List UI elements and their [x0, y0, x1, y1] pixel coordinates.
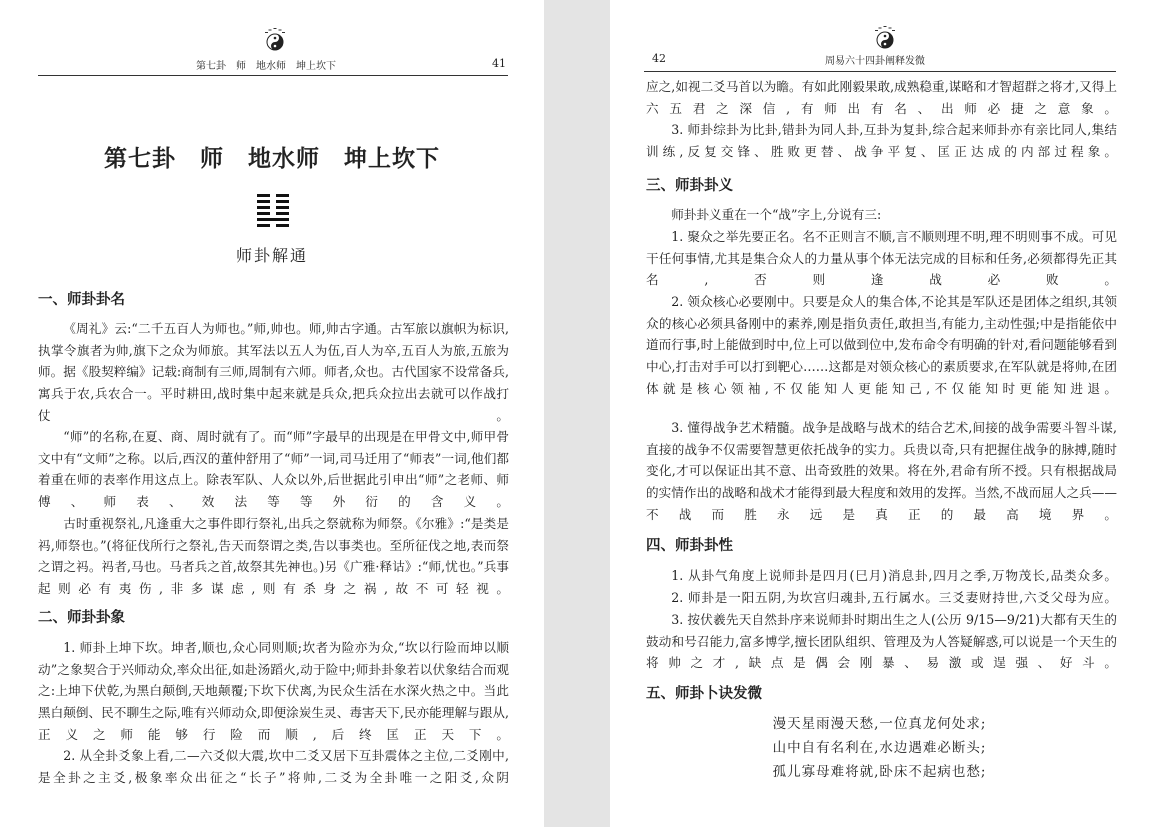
header-rule: [644, 71, 1116, 72]
poem-line: 山中自有名利在,水边遇难必断头;: [772, 740, 987, 756]
section-heading: 一、师卦卦名: [38, 292, 125, 308]
paragraph: 3. 按伏羲先天自然卦序来说师卦时期出生之人(公历 9/15—9/21)大都有天生的鼓动和号召能力,富多博学,擅长团队组织、管理及为人答疑解惑,可以说是一个天生的将帅之才,缺点是偶会刚暴、易激或逞强、好斗。: [646, 612, 1117, 671]
paragraph: 1. 师卦上坤下坎。坤者,顺也,众心同则顺;坎者为险亦为众,“坎以行险而坤以顺动”之象契合于兴师动众,率众出征,如赴汤蹈火,动于险中;师卦卦象若以伏象结合而观之:上坤下伏乾,为黑白颠倒,天地颠覆;下坎下伏离,为民众生活在水深火热之中。当此黑白颠倒、民不聊生之际,唯有兴师动众,即便涂炭生灵、毒害天下,民亦能理解与跟从,正义之师能够行险而顺,后终匡正天下。: [38, 640, 509, 742]
paragraph: 2. 领众核心必要刚中。只要是众人的集合体,不论其是军队还是团体之组织,其领众的核心必须具备刚中的素养,刚是指负责任,敢担当,有能力,主动性强;中是指能依中道而行事,时上能做到时中,位上可以做到位中,发布命令有明确的针对,看问题能够看到中心,打击对手可以打到靶心……这都是对领众核心的素质要求,在军队就是将帅,在团体就是核心领袖,不仅能知人更能知己,不仅能知时更能知进退。: [646, 294, 1117, 396]
yin-yang-logo-icon: [872, 25, 898, 51]
section-heading: 四、师卦卦性: [646, 538, 733, 554]
section-heading: 五、师卦卜诀发微: [646, 686, 762, 702]
section-heading: 二、师卦卦象: [38, 610, 125, 626]
paragraph: 1. 聚众之举先要正名。名不正则言不顺,言不顺则理不明,理不明则事不成。可见干任何事情,尤其是集合众人的力量从事个体无法完成的目标和任务,必须都得先正其名,否则逢战必败。: [646, 229, 1117, 288]
poem-line: 漫天星雨漫天愁,一位真龙何处求;: [772, 716, 987, 732]
paragraph: 师卦卦义重在一个“战”字上,分说有三:: [671, 207, 882, 222]
paragraph: 2. 从全卦爻象上看,二—六爻似大震,坎中二爻又居下互卦震体之主位,二爻刚中,是全卦之主爻,极象率众出征之“长子”将帅,二爻为全卦唯一之阳爻,众阴: [38, 748, 509, 785]
paragraph: 应之,如视二爻马首以为瞻。有如此刚毅果敢,成熟稳重,谋略和才智超群之将才,又得上六五君之深信,有师出有名、出师必捷之意象。: [646, 79, 1117, 116]
section-heading: 三、师卦卦义: [646, 178, 733, 194]
left-page: [0, 0, 544, 827]
paragraph: 3. 懂得战争艺术精髓。战争是战略与战术的结合艺术,间接的战争需要斗智斗谋,直接的战争不仅需要智慧更依托战争的实力。兵贵以奇,只有把握住战争的脉搏,随时变化,才可以保证出其不意、出奇致胜的效果。将在外,君命有所不授。只有根据战局的实情作出的战略和战术才能得到最大程度和效用的发挥。当然,不战而屈人之兵——不战而胜永远是真正的最高境界。: [646, 420, 1117, 522]
poem-line: 孤儿寡母难将就,卧床不起病也愁;: [772, 764, 987, 780]
paragraph: 2. 师卦是一阳五阴,为坎宫归魂卦,五行属水。三爻妻财持世,六爻父母为应。: [671, 590, 1117, 605]
section-subtitle: 师卦解通: [235, 246, 308, 265]
yin-yang-logo-icon: [262, 27, 288, 53]
header-rule: [38, 75, 508, 76]
paragraph: “师”的名称,在夏、商、周时就有了。而“师”字最早的出现是在甲骨文中,师甲骨文中有“文师”之称。以后,西汉的董仲舒用了“师”一词,司马迁用了“师表”一词,他们都着重在师的表率作用这点上。除表军队、人众以外,后世据此引申出“师”之老师、师傅、师表、效法等等外衍的含义。: [38, 429, 509, 510]
paragraph: 古时重视祭礼,凡逢重大之事件即行祭礼,出兵之祭就称为师祭。《尔雅》:“是类是祃,师祭也。”(将征伐所行之祭礼,告天而祭谓之类,告以事类也。至所征伐之地,表而祭之谓之祃。祃者,马也。马者兵之首,故祭其先神也。)另《广雅·释诂》:“师,忧也。”兵事起则必有夷伤,非多谋虑,则有杀身之祸,故不可轻视。: [38, 516, 509, 597]
hexagram-shi-icon: [257, 193, 289, 229]
paragraph: 1. 从卦气角度上说师卦是四月(巳月)消息卦,四月之季,万物茂长,品类众多。: [671, 568, 1117, 583]
page-gutter: [544, 0, 610, 827]
right-page: [610, 0, 1149, 827]
running-head: 周易六十四卦阐释发微: [825, 56, 925, 67]
page-number: 42: [652, 52, 666, 65]
divination-poem: [610, 712, 1149, 784]
paragraph: 3. 师卦综卦为比卦,错卦为同人卦,互卦为复卦,综合起来师卦亦有亲比同人,集结训练,反复交锋、胜败更替、战争平复、匡正达成的内部过程象。: [646, 122, 1117, 159]
chapter-title: 第七卦 师 地水师 坤上坎下: [104, 145, 440, 172]
page-number: 41: [492, 57, 506, 70]
running-head: 第七卦 师 地水师 坤上坎下: [196, 61, 336, 72]
paragraph: 《周礼》云:“二千五百人为师也。”师,帅也。师,帅古字通。古军旅以旗帜为标识,执掌令旗者为帅,旗下之众为师旅。其军法以五人为伍,百人为卒,五百人为旅,五旅为师。据《股契粹编》记载:商制有三师,周制有六师。师者,众也。古代国家不设常备兵,寓兵于农,兵农合一。平时耕田,战时集中起来就是兵众,把兵众拉出去就可以作战打仗。: [38, 321, 509, 423]
